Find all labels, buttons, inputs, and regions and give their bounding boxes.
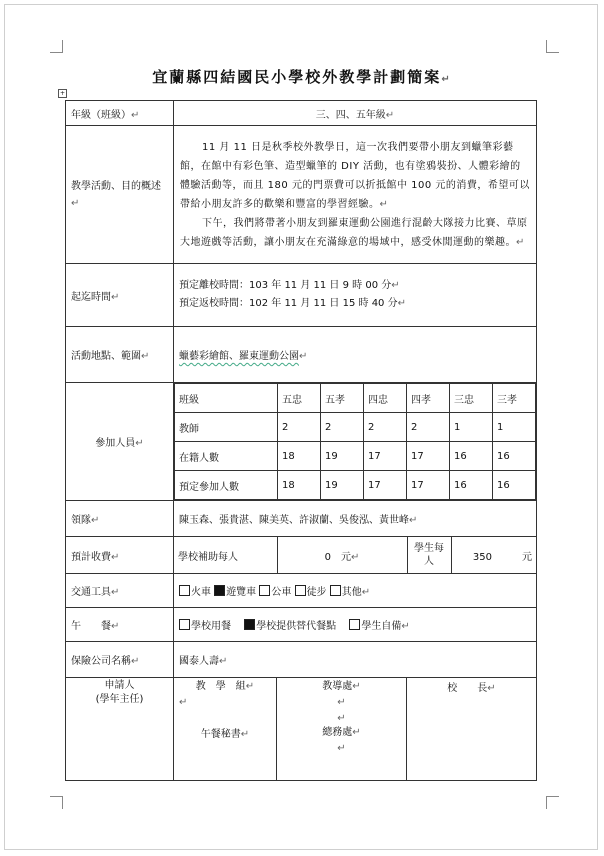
general-affairs-label: 總務處↵ [322,727,361,738]
sign-principal: 校 長↵ [407,678,537,781]
lunch-options: 學校用餐 學校提供替代餐點 學生自備↵ [174,608,537,642]
participants-cell: 1 [493,413,536,442]
row-signatures [66,678,537,781]
row-lunch [66,608,537,642]
fee-student-label: 學生每人 [407,537,451,573]
schedule-label: 起迄時間↵ [66,264,174,327]
schedule-content [174,264,537,327]
checkbox-icon[interactable] [179,585,190,596]
grade-label: 年級（班級）↵ [66,101,174,126]
plan-table [65,100,537,781]
crop-mark [546,40,559,53]
participants-cell: 16 [493,471,536,500]
participants-cell: 18 [278,471,321,500]
row-participants [66,383,537,501]
row-purpose [66,126,537,264]
participants-cell: 17 [364,471,407,500]
participants-cell: 16 [450,442,493,471]
transport-options: 火車 遊覽車 公車 徒步 其他↵ [174,574,537,608]
participants-cell: 18 [278,442,321,471]
checkbox-icon[interactable] [259,585,270,596]
applicant-label: 申請人 [104,680,135,691]
transport-option-public-bus[interactable]: 公車 [259,587,291,598]
row-location [66,327,537,383]
row-schedule [66,264,537,327]
applicant-sub-label: (學年主任) [95,694,144,705]
participants-cell: 教師 [175,413,278,442]
participants-cell: 17 [407,442,450,471]
document-title: 宜蘭縣四結國民小學校外教學計劃簡案↵ [152,68,452,86]
purpose-paragraph-2: 下午，我們將帶著小朋友到羅東運動公園進行混齡大隊接力比賽、草原大地遊戲等活動，讓小朋友在充滿綠意的場域中，感受休閒運動的樂趣。↵ [180,217,528,248]
checkbox-icon[interactable] [295,585,306,596]
crop-mark [546,796,559,809]
checkbox-checked-icon[interactable] [244,619,255,630]
location-label: 活動地點、範圍↵ [66,327,174,383]
transport-option-other[interactable]: 其他 [330,587,362,598]
participants-cell: 在籍人數 [175,442,278,471]
depart-time: 預定離校時間：103 年 11 月 11 日 9 時 00 分↵ [179,280,400,291]
participants-row-teachers [175,413,536,442]
table-move-handle-icon[interactable]: + [59,90,66,97]
participants-cell: 19 [321,471,364,500]
participants-header-cell: 五孝 [321,384,364,413]
participants-table [174,383,536,500]
participants-label: 參加人員↵ [66,383,174,501]
participants-header-cell: 三忠 [450,384,493,413]
lunch-label: 午 餐↵ [66,608,174,642]
row-fee [66,537,537,574]
row-transport [66,574,537,608]
participants-cell: 16 [493,442,536,471]
crop-mark [50,796,63,809]
sign-applicant [66,678,174,781]
participants-cell: 2 [321,413,364,442]
principal-label: 校 長 [447,683,488,694]
participants-header-row [175,384,536,413]
participants-cell: 預定參加人數 [175,471,278,500]
transport-option-train[interactable]: 火車 [179,587,211,598]
insurance-value: 國泰人壽↵ [174,642,537,678]
academic-office-label: 教導處↵ [322,681,361,692]
checkbox-icon[interactable] [330,585,341,596]
fee-label: 預計收費↵ [66,537,174,574]
transport-label: 交通工具↵ [66,574,174,608]
purpose-content [174,126,537,264]
lunch-option-school[interactable]: 學校用餐 [179,621,231,632]
participants-cell: 17 [364,442,407,471]
return-time: 預定返校時間：102 年 11 月 11 日 15 時 40 分↵ [179,298,406,309]
participants-header-cell: 四忠 [364,384,407,413]
row-insurance [66,642,537,678]
checkbox-checked-icon[interactable] [214,585,225,596]
participants-cell [174,383,537,501]
lunch-option-substitute[interactable]: 學校提供替代餐點 [244,621,336,632]
participants-row-expected [175,471,536,500]
fee-school-amount: 0 元↵ [277,537,407,573]
lunch-option-self[interactable]: 學生自備 [349,621,401,632]
participants-cell: 17 [407,471,450,500]
teaching-group-label: 教 學 組↵ [195,681,255,692]
purpose-paragraph-1: 11 月 11 日是秋季校外教學日，這一次我們要帶小朋友到蠟筆彩藝館，在館中有彩色筆、造型蠟筆的 DIY 活動，也有塗鴉裝扮、人體彩繪的體驗活動等，而且 180 元的門票費可以折抵館中 100 元的消費，希望可以帶給小朋友許多的歡樂和豐富的學習經驗。↵ [180,141,530,210]
transport-option-bus[interactable]: 遊覽車 [214,587,256,598]
participants-header-cell: 四孝 [407,384,450,413]
checkbox-icon[interactable] [179,619,190,630]
row-grade [66,101,537,126]
purpose-label: 教學活動、目的概述↵ [66,126,174,264]
fee-school-label: 學校補助每人 [174,537,277,573]
checkbox-icon[interactable] [349,619,360,630]
participants-cell: 1 [450,413,493,442]
grade-value: 三、四、五年級↵ [174,101,537,126]
participants-cell: 16 [450,471,493,500]
participants-header-cell: 五忠 [278,384,321,413]
sign-academic: 教導處↵ ↵ ↵ 總務處↵ ↵ [277,678,407,781]
leaders-label: 領隊↵ [66,501,174,537]
lunch-secretary-label: 午餐秘書↵ [200,729,250,740]
participants-cell: 19 [321,442,364,471]
insurance-label: 保險公司名稱↵ [66,642,174,678]
fee-cell [174,537,537,574]
fee-table [174,537,536,573]
participants-row-enrolled [175,442,536,471]
crop-mark [50,40,63,53]
fee-student-amount: 350 元 [451,537,536,573]
row-leaders [66,501,537,537]
participants-header-cell: 班級 [175,384,278,413]
participants-cell: 2 [364,413,407,442]
sign-teaching-group: 教 學 組↵ ↵ 午餐秘書↵ [174,678,277,781]
participants-cell: 2 [407,413,450,442]
participants-cell: 2 [278,413,321,442]
participants-header-cell: 三孝 [493,384,536,413]
leaders-value: 陳玉森、張貴湛、陳美英、許淑蘭、吳俊泓、黃世峰↵ [174,501,537,537]
transport-option-walk[interactable]: 徒步 [295,587,327,598]
location-value: 蠟藝彩繪館、羅東運動公園↵ [174,327,537,383]
